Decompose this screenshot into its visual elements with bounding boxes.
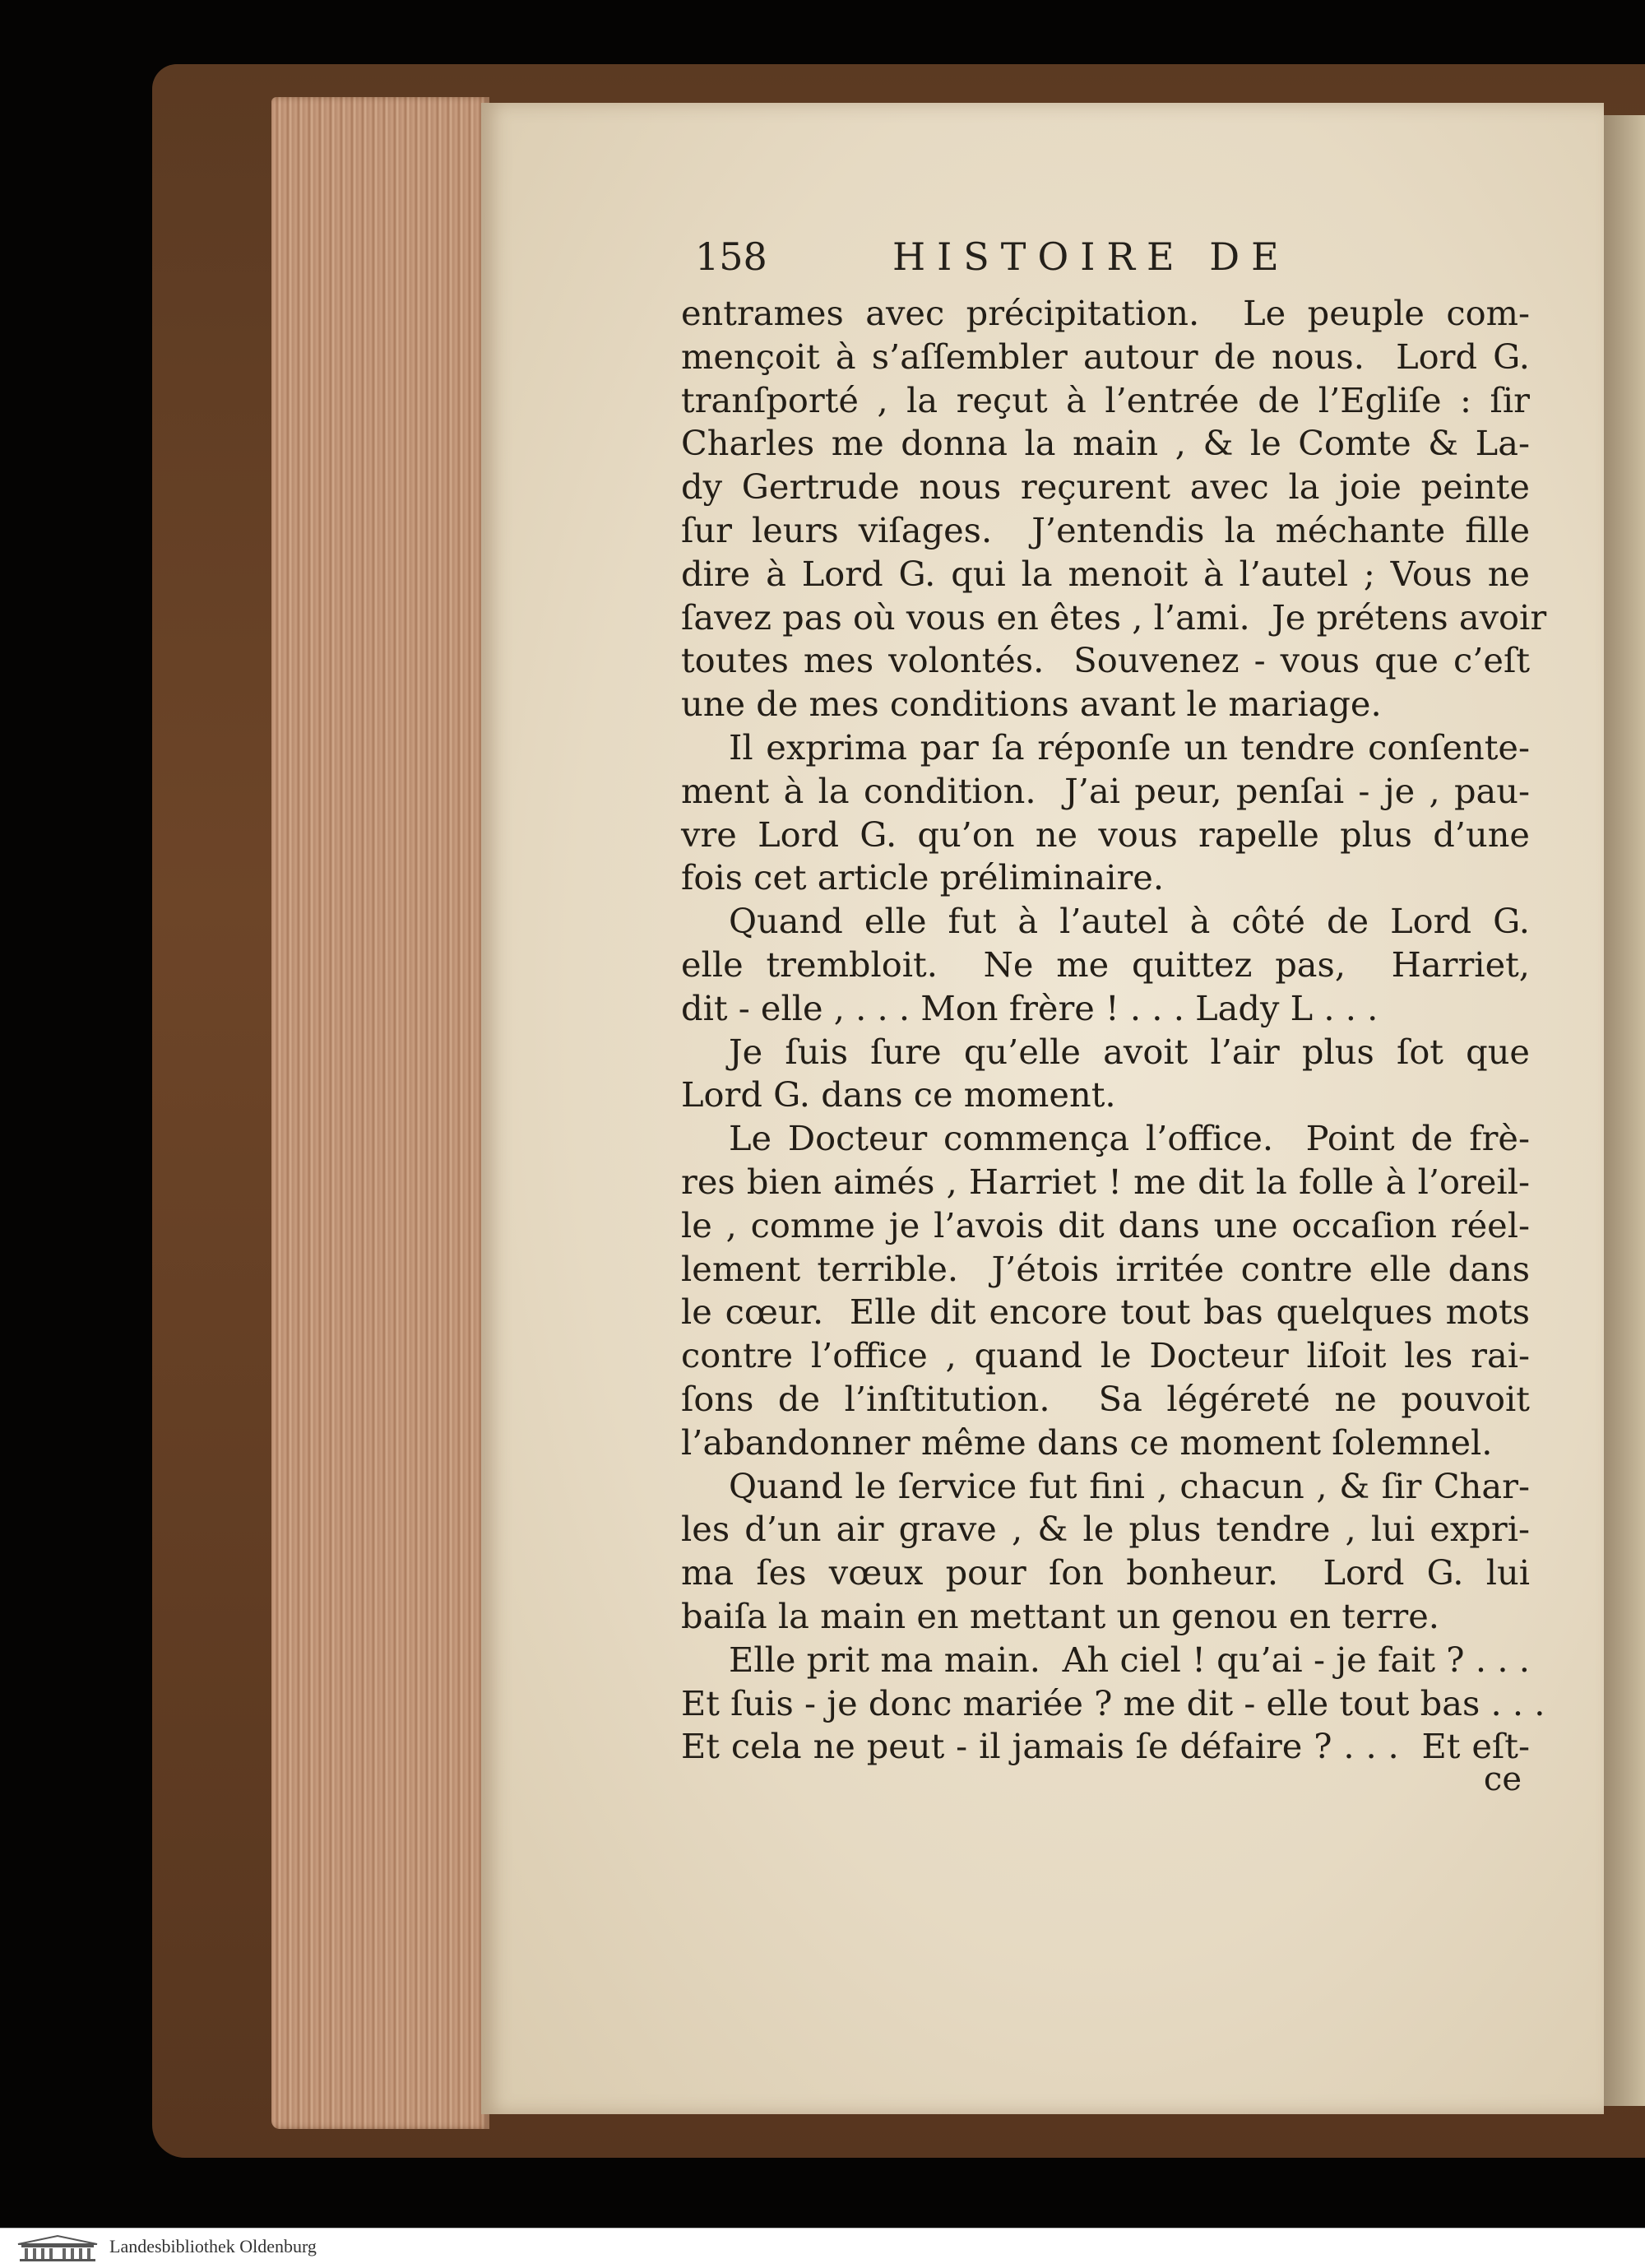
- text-line: ſons de l’inſtitution. Sa légéreté ne pouvoit: [681, 1378, 1530, 1419]
- text-line: Et ſuis - je donc mariée ? me dit - elle tout bas . . .: [681, 1682, 1545, 1723]
- text-line: le , comme je l’avois dit dans une occaſion réel-: [681, 1204, 1530, 1245]
- page-number: 158: [695, 234, 767, 279]
- text-line: les d’un air grave , & le plus tendre , lui expri-: [681, 1509, 1530, 1550]
- text-line: le cœur. Elle dit encore tout bas quelques mots: [681, 1292, 1530, 1333]
- library-building-icon: [16, 2234, 99, 2262]
- text-line: ment à la condition. J’ai peur, penſai - je , pau-: [681, 770, 1530, 811]
- text-line: dit - elle , . . . Mon frère ! . . . Lady L . . .: [681, 987, 1379, 1028]
- facing-page-edge: [1604, 115, 1645, 2106]
- catchword: ce: [1483, 1760, 1522, 1798]
- text-line: Lord G. dans ce moment.: [681, 1074, 1116, 1115]
- text-line: Charles me donna la main , & le Comte & La-: [681, 423, 1530, 464]
- text-line: dire à Lord G. qui la menoit à l’autel ; Vous ne: [681, 553, 1530, 594]
- text-line: entrames avec précipitation. Le peuple com-: [681, 293, 1530, 333]
- text-line: Et cela ne peut - il jamais ſe défaire ? . . . Et eſt-: [681, 1726, 1530, 1767]
- text-line: Quand le ſervice fut fini , chacun , & ſir Char-: [729, 1465, 1530, 1506]
- text-line: Le Docteur commença l’office. Point de frè-: [729, 1118, 1530, 1159]
- text-line: ma ſes vœux pour ſon bonheur. Lord G. lui: [681, 1552, 1530, 1593]
- text-line: Je ſuis ſure qu’elle avoit l’air plus ſot que: [729, 1031, 1530, 1072]
- text-line: contre l’office , quand le Docteur liſoit les rai-: [681, 1335, 1530, 1376]
- footer-bar: [0, 2228, 1645, 2268]
- text-line: elle trembloit. Ne me quittez pas, Harriet,: [681, 944, 1530, 985]
- text-line: fois cet article préliminaire.: [681, 857, 1165, 898]
- text-line: ſur leurs viſages. J’entendis la méchante fille: [681, 509, 1530, 550]
- text-line: une de mes conditions avant le mariage.: [681, 684, 1382, 725]
- text-line: l’abandonner même dans ce moment ſolemnel.: [681, 1422, 1493, 1463]
- text-line: lement terrible. J’étois irritée contre elle dans: [681, 1248, 1530, 1289]
- text-line: baiſa la main en mettant un genou en terre.: [681, 1595, 1439, 1636]
- text-line: toutes mes volontés. Souvenez - vous que c’eſt: [681, 640, 1530, 681]
- text-line: res bien aimés , Harriet ! me dit la folle à l’oreil-: [681, 1161, 1530, 1202]
- page-edges: [271, 97, 489, 2129]
- text-line: mençoit à s’aſſembler autour de nous. Lord G.: [681, 336, 1530, 377]
- text-line: ſavez pas où vous en êtes , l’ami. Je prétens avoir: [681, 596, 1547, 638]
- text-line: vre Lord G. qu’on ne vous rapelle plus d’une: [681, 814, 1530, 855]
- text-line: Elle prit ma main. Ah ciel ! qu’ai - je fait ? . . .: [729, 1639, 1530, 1680]
- running-head: HISTOIRE DE: [892, 234, 1291, 279]
- library-name: Landesbibliothek Oldenburg: [109, 2236, 317, 2256]
- body-text: [681, 292, 1547, 1769]
- text-line: Il exprima par ſa réponſe un tendre conſente-: [729, 726, 1530, 768]
- page-header: [695, 232, 1518, 281]
- text-line: dy Gertrude nous reçurent avec la joie peinte: [681, 466, 1530, 508]
- text-line: Quand elle fut à l’autel à côté de Lord G.: [729, 901, 1530, 942]
- text-line: tranſporté , la reçut à l’entrée de l’Egliſe : ſir: [681, 379, 1530, 420]
